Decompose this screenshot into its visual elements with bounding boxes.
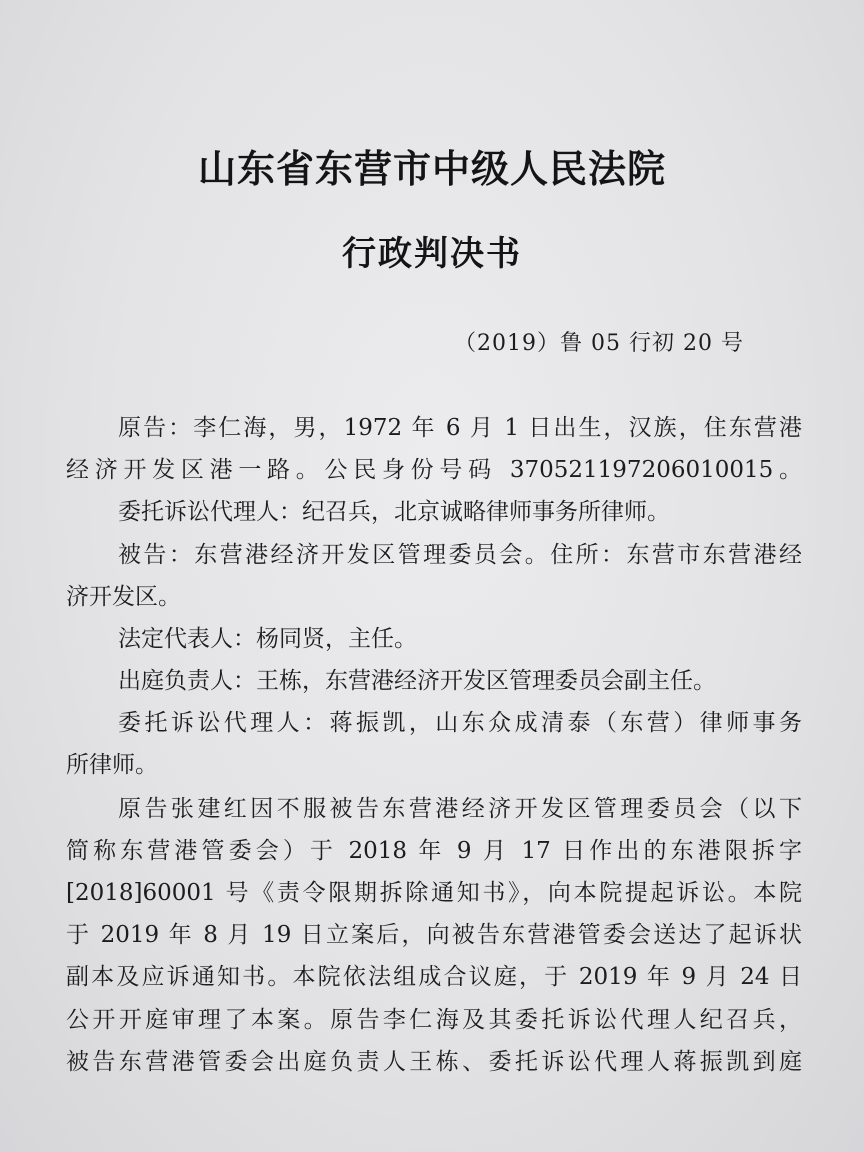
plaintiff-line-2: 经济开发区港一路。公民身份号码 370521197206010015。: [66, 457, 802, 483]
case-paragraph-line-1: 原告张建红因不服被告东营港经济开发区管理委员会（以下: [118, 796, 802, 822]
court-appearance-line: 出庭负责人：王栋，东营港经济开发区管理委员会副主任。: [118, 668, 716, 694]
document-type-title: 行政判决书: [342, 234, 522, 274]
case-paragraph-line-5: 副本及应诉通知书。本院依法组成合议庭，于 2019 年 9 月 24 日: [66, 964, 802, 990]
case-paragraph-line-7: 被告东营港管委会出庭负责人王栋、委托诉讼代理人蒋振凯到庭: [66, 1049, 802, 1075]
plaintiff-line-1: 原告：李仁海，男，1972 年 6 月 1 日出生，汉族，住东营港: [118, 415, 802, 441]
defendant-line-1: 被告：东营港经济开发区管理委员会。住所：东营市东营港经: [118, 542, 802, 568]
plaintiff-agent-line: 委托诉讼代理人：纪召兵，北京诚略律师事务所律师。: [118, 499, 670, 525]
defendant-line-2: 济开发区。: [66, 584, 181, 610]
legal-representative-line: 法定代表人：杨同贤，主任。: [118, 626, 417, 652]
defendant-agent-line-1: 委托诉讼代理人：蒋振凯，山东众成清泰（东营）律师事务: [118, 710, 802, 736]
case-paragraph-line-4: 于 2019 年 8 月 19 日立案后，向被告东营港管委会送达了起诉状: [66, 922, 802, 948]
case-paragraph-line-2: 简称东营港管委会）于 2018 年 9 月 17 日作出的东港限拆字: [66, 838, 802, 864]
case-paragraph-line-6: 公开开庭审理了本案。原告李仁海及其委托诉讼代理人纪召兵，: [66, 1007, 802, 1033]
case-number: （2019）鲁 05 行初 20 号: [454, 331, 744, 356]
case-paragraph-line-3: [2018]60001 号《责令限期拆除通知书》，向本院提起诉讼。本院: [66, 880, 802, 906]
defendant-agent-line-2: 所律师。: [66, 752, 158, 778]
court-name: 山东省东营市中级人民法院: [197, 146, 666, 191]
